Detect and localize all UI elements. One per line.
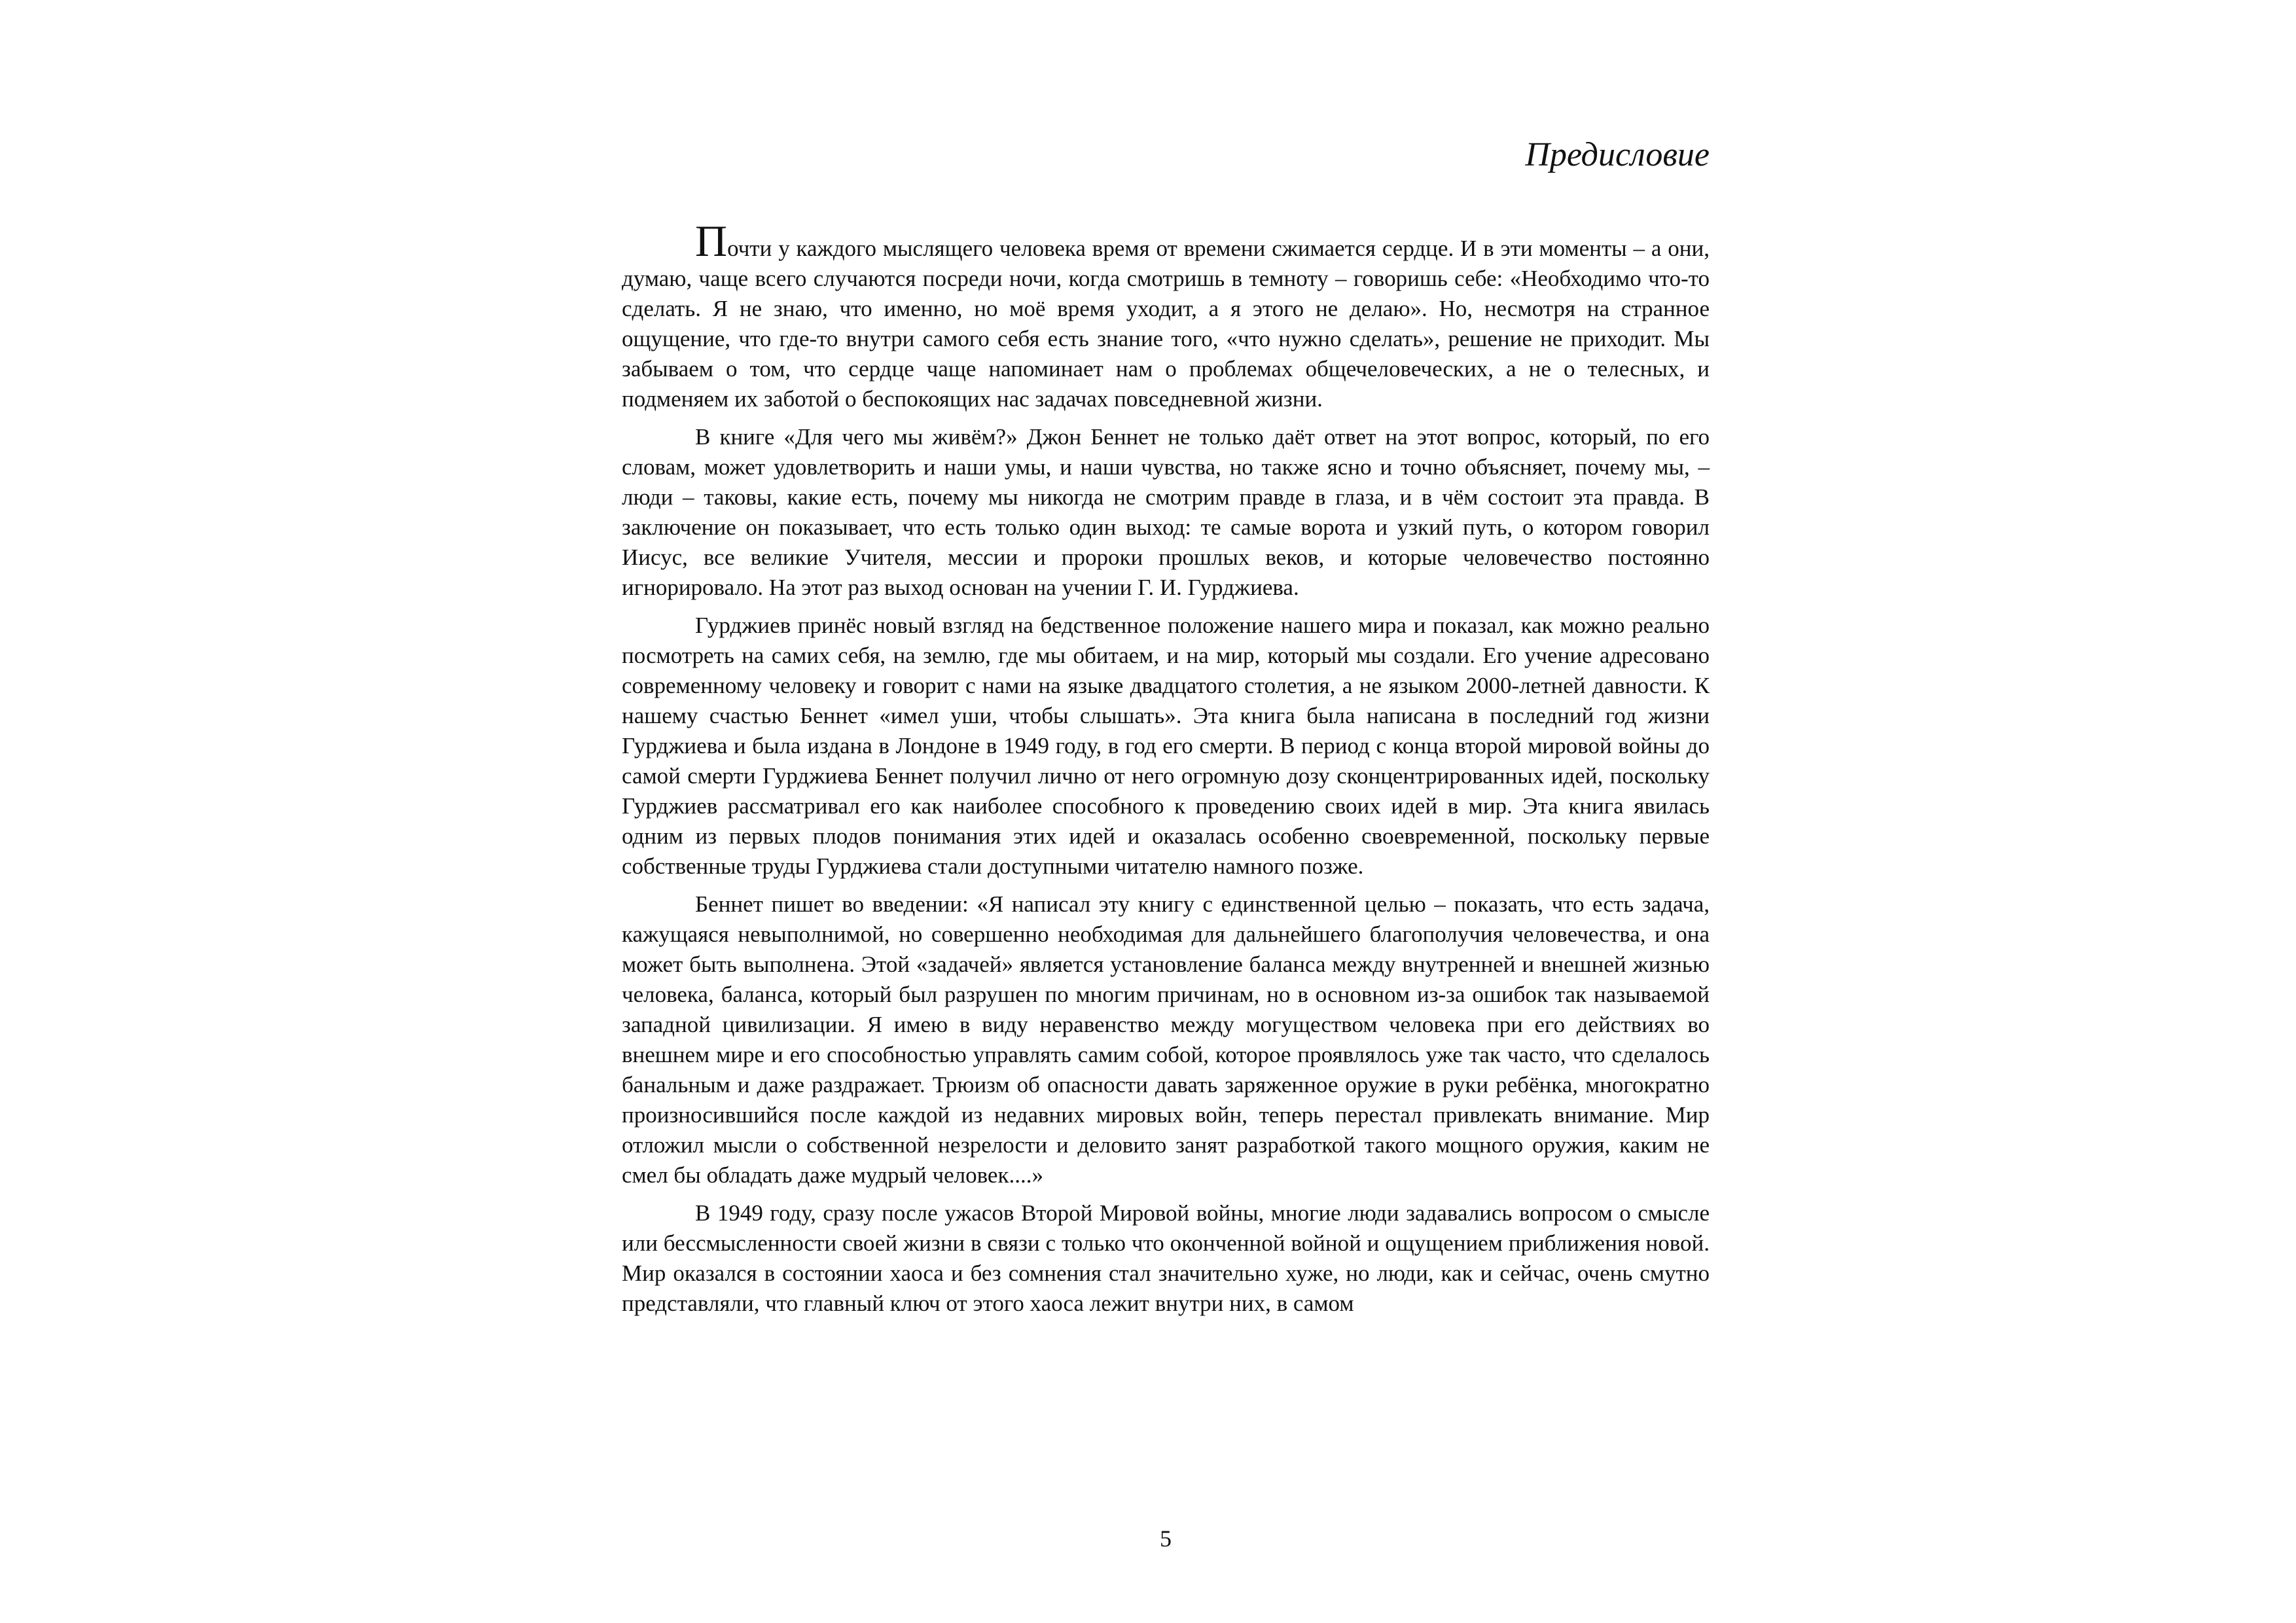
drop-cap: П bbox=[695, 216, 728, 266]
paragraph: В 1949 году, сразу после ужасов Второй Мировой войны, многие люди задавались вопросом о смысле или бессмысленности своей жизни в связи с только что оконченной войной и ощущением приближения новой. Мир оказался в состоянии хаоса и без сомнения стал значительно хуже, но люди, как и сейчас, очень смутно представляли, что главный ключ от этого хаоса лежит внутри них, в самом bbox=[622, 1200, 1710, 1316]
paragraph bbox=[622, 216, 1710, 414]
paragraph: Беннет пишет во введении: «Я написал эту книгу с единственной целью – показать, что есть задача, кажущаяся невыполнимой, но совершенно необходимая для дальнейшего благополучия человечества, и она может быть выполнена. Этой «задачей» является установление баланса между внутренней и внешней жизнью человека, баланса, который был разрушен по многим причинам, но в основном из-за ошибок так называемой западной цивилизации. Я имею в виду неравенство между могуществом человека при его действиях во внешнем мире и его способностью управлять самим собой, которое проявлялось уже так часто, что сделалось банальным и даже раздражает. Трюизм об опасности давать заряженное оружие в руки ребёнка, многократно произносившийся после каждой из недавних мировых войн, теперь перестал привлекать внимание. Мир отложил мысли о собственной незрелости и деловито занят разработкой такого мощного оружия, каким не смел бы обладать даже мудрый человек....» bbox=[622, 891, 1710, 1188]
page-number: 5 bbox=[1160, 1525, 1172, 1552]
paragraph: Гурджиев принёс новый взгляд на бедственное положение нашего мира и показал, как можно реально посмотреть на самих себя, на землю, где мы обитаем, и на мир, который мы создали. Его учение адресовано современному человеку и говорит с нами на языке двадцатого столетия, а не языком 2000-летней давности. К нашему счастью Беннет «имел уши, чтобы слышать». Эта книга была написана в последний год жизни Гурджиева и была издана в Лондоне в 1949 году, в год его смерти. В период с конца второй мировой войны до самой смерти Гурджиева Беннет получил лично от него огромную дозу сконцентрированных идей, поскольку Гурджиев рассматривал его как наиболее способного к проведению своих идей в мир. Эта книга явилась одним из первых плодов понимания этих идей и оказалась особенно своевременной, поскольку первые собственные труды Гурджиева стали доступными читателю намного позже. bbox=[622, 613, 1710, 879]
paragraph-text: очти у каждого мыслящего человека время от времени сжимается сердце. И в эти моменты – а они, думаю, чаще всего случаются посреди ночи, когда смотришь в темноту – говоришь себе: «Необходимо что-то сделать. Я не знаю, что именно, но моё время уходит, а я этого не делаю». Но, несмотря на странное ощущение, что где-то внутри самого себя есть знание того, «что нужно сделать», решение не приходит. Мы забываем о том, что сердце чаще напоминает нам о проблемах общечеловеческих, а не о телесных, и подменяем их заботой о беспокоящих нас задачах повседневной жизни. bbox=[622, 236, 1710, 412]
page-title: Предисловие bbox=[1525, 136, 1710, 173]
paragraph: В книге «Для чего мы живём?» Джон Беннет не только даёт ответ на этот вопрос, который, по его словам, может удовлетворить и наши умы, и наши чувства, но также ясно и точно объясняет, почему мы, – люди – таковы, какие есть, почему мы никогда не смотрим правде в глаза, и в чём состоит эта правда. В заключение он показывает, что есть только один выход: те самые ворота и узкий путь, о котором говорил Иисус, все великие Учителя, мессии и пророки прошлых веков, и которые человечество постоянно игнорировало. На этот раз выход основан на учении Г. И. Гурджиева. bbox=[622, 424, 1710, 600]
body-text bbox=[622, 216, 1710, 1327]
